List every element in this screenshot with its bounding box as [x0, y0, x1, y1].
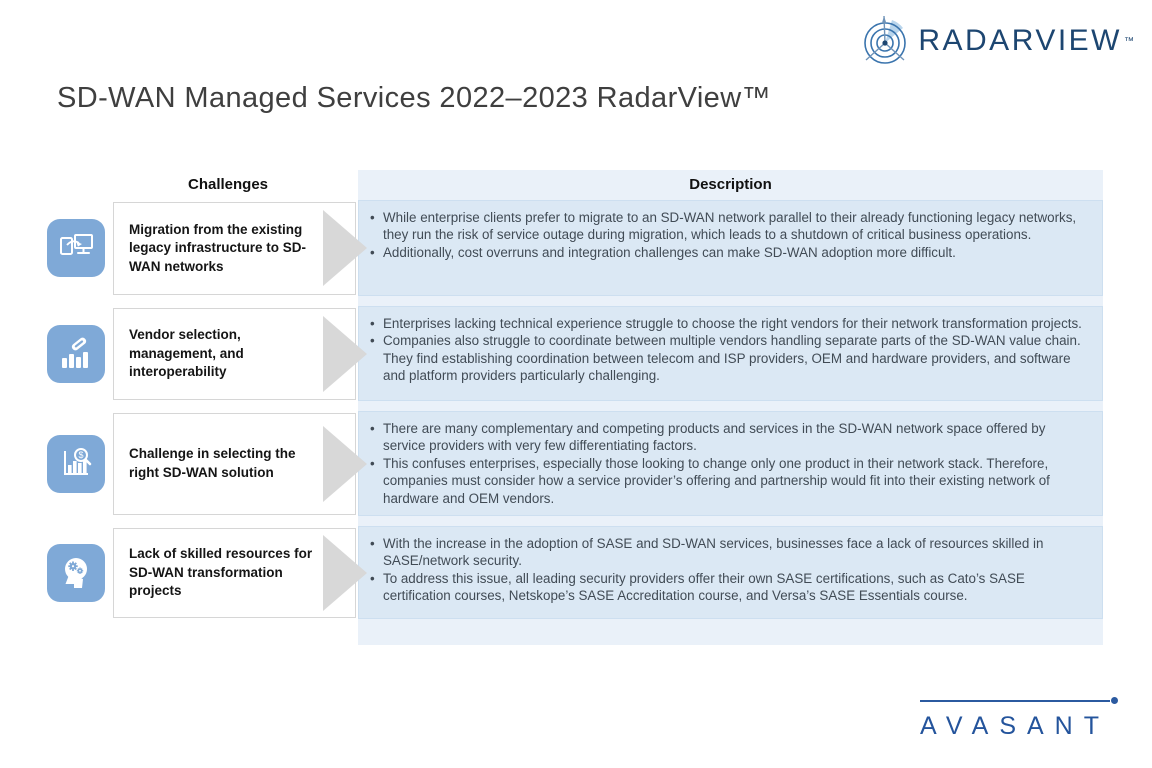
challenge-title: Challenge in selecting the right SD-WAN solution — [129, 446, 296, 480]
table-row — [0, 306, 1152, 401]
avasant-logo-dot — [1111, 697, 1118, 704]
challenge-title: Migration from the existing legacy infrastructure to SD-WAN networks — [129, 221, 307, 274]
migration-icon-glyph — [56, 228, 96, 268]
description-bullet: • Additionally, cost overruns and integration challenges can make SD-WAN adoption more difficult. — [369, 244, 1090, 261]
skilled-resources-icon-glyph — [56, 553, 96, 593]
description-card — [358, 306, 1103, 401]
description-bullet-list — [369, 535, 1090, 605]
challenge-title: Vendor selection, management, and interoperability — [129, 327, 244, 380]
description-bullet: • While enterprise clients prefer to migrate to an SD-WAN network parallel to their already functioning legacy networks, they run the risk of service outage during migration, which leads to a shutdown of critical business operations. — [369, 209, 1090, 244]
vendor-handshake-icon — [47, 325, 105, 383]
skilled-resources-icon — [47, 544, 105, 602]
description-card — [358, 411, 1103, 516]
challenge-card — [113, 528, 356, 618]
arrow-right-icon — [323, 210, 367, 286]
description-bullet: • With the increase in the adoption of SASE and SD-WAN services, businesses face a lack of resources skilled in SASE/network security. — [369, 535, 1090, 570]
page-title: SD-WAN Managed Services 2022–2023 RadarView™ — [57, 82, 771, 114]
radarview-logo-text: RADARVIEW — [918, 24, 1122, 57]
table-row — [0, 200, 1152, 296]
table-row — [0, 411, 1152, 516]
arrow-right-icon — [323, 535, 367, 611]
solution-search-icon-glyph — [56, 444, 96, 484]
description-card — [358, 200, 1103, 296]
arrow-right-icon — [323, 316, 367, 392]
description-bullet-list — [369, 315, 1090, 385]
avasant-logo-line — [920, 700, 1110, 702]
challenge-card — [113, 202, 356, 295]
column-header-description: Description — [689, 176, 772, 193]
avasant-logo — [920, 700, 1120, 741]
solution-search-icon — [47, 435, 105, 493]
challenge-title: Lack of skilled resources for SD-WAN transformation projects — [129, 546, 313, 599]
radarview-logo — [858, 14, 1134, 68]
description-bullet-list — [369, 209, 1090, 261]
description-bullet: • Enterprises lacking technical experience struggle to choose the right vendors for their network transformation projects. — [369, 315, 1090, 332]
challenge-card — [113, 308, 356, 400]
challenge-card — [113, 413, 356, 515]
arrow-right-icon — [323, 426, 367, 502]
radar-icon — [858, 14, 912, 68]
migration-icon — [47, 219, 105, 277]
table-row — [0, 526, 1152, 619]
column-header-challenges: Challenges — [187, 176, 269, 193]
description-card — [358, 526, 1103, 619]
avasant-logo-text: AVASANT — [920, 712, 1110, 740]
description-bullet: • This confuses enterprises, especially those looking to change only one product in their network stack. Therefore, companies must consider how a service provider’s offering and partnership would fit into their existing network of hardware and OEM vendors. — [369, 455, 1090, 507]
vendor-handshake-icon-glyph — [56, 334, 96, 374]
radarview-trademark: ™ — [1124, 35, 1134, 47]
description-bullet: • To address this issue, all leading security providers offer their own SASE certifications, such as Cato’s SASE certification courses, Netskope’s SASE Accreditation course, and Versa’s SASE Essentials course. — [369, 570, 1090, 605]
description-bullet: • There are many complementary and competing products and services in the SD-WAN network space offered by service providers with very few differentiating factors. — [369, 420, 1090, 455]
svg-text:$: $ — [78, 449, 84, 460]
description-bullet-list — [369, 420, 1090, 507]
description-bullet: • Companies also struggle to coordinate between multiple vendors handling separate parts of the SD-WAN value chain. They find establishing coordination between telecom and ISP providers, OEM and hardware providers, and software and platform providers particularly challenging. — [369, 332, 1090, 384]
